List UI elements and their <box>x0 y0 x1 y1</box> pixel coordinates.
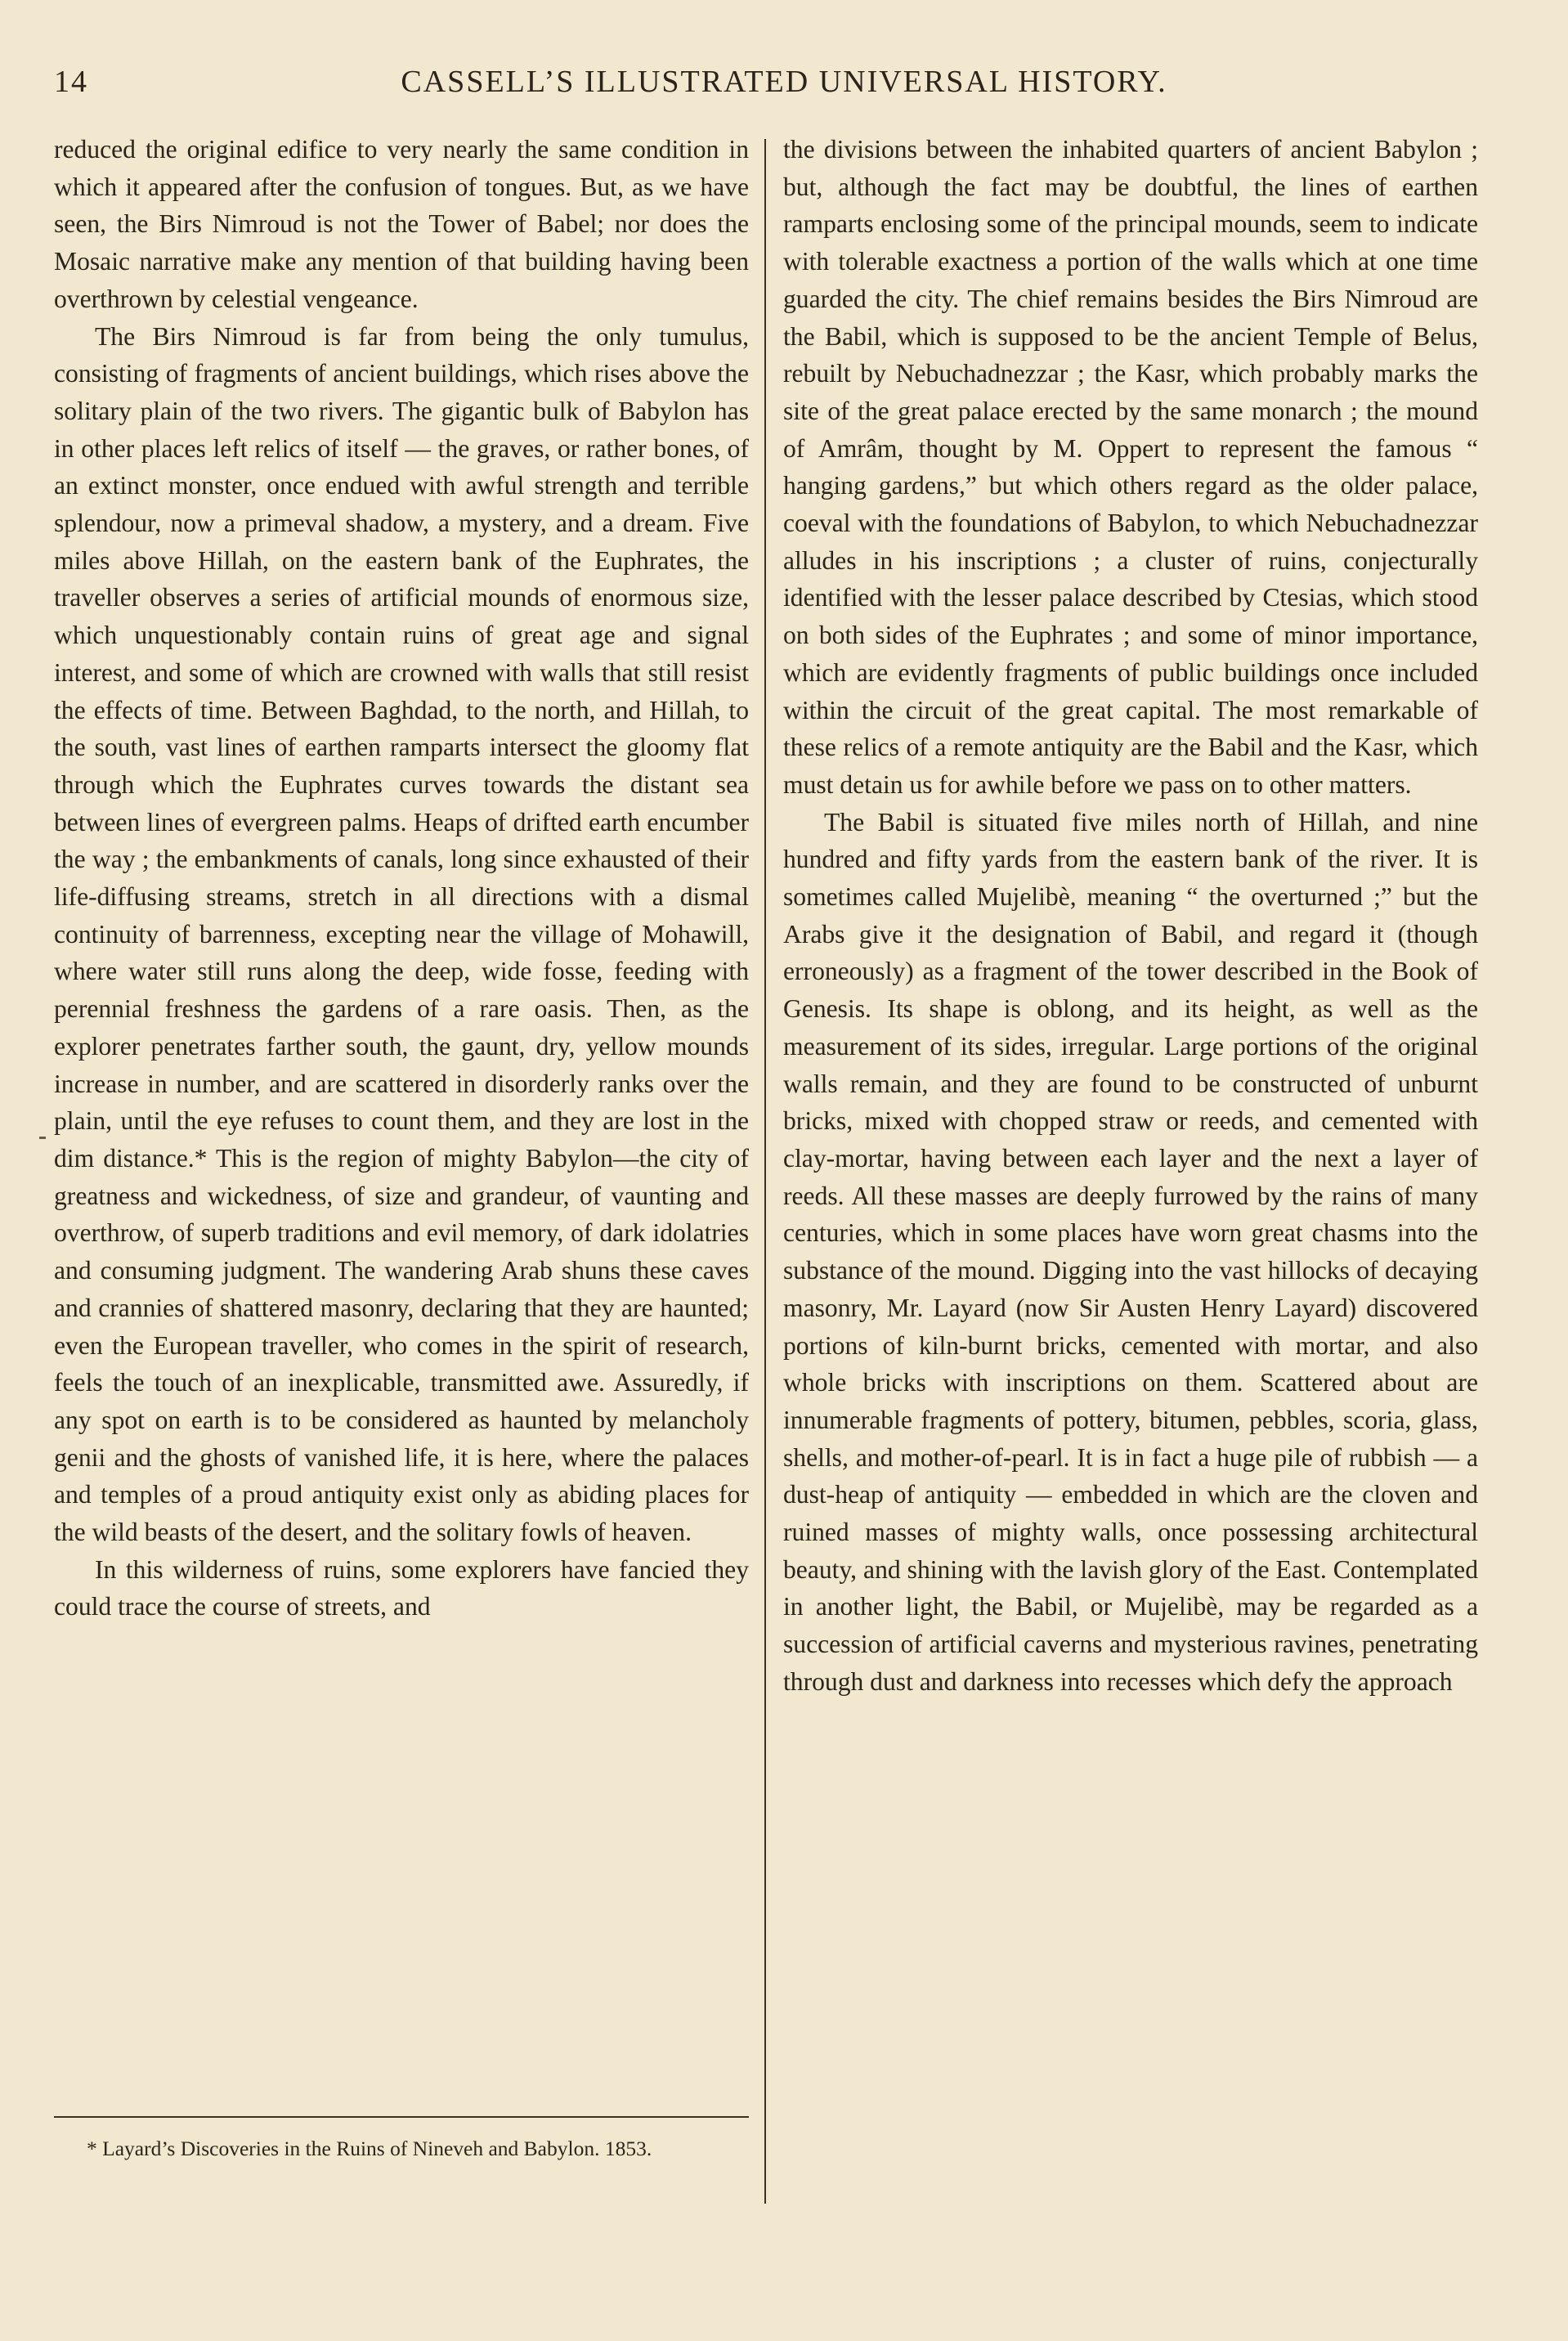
column-divider <box>764 139 766 2204</box>
left-paragraph-2: The Birs Nimroud is far from being the only tumulus, consisting of fragments of ancient buildings, which rises above the solitary plain of the two rivers. The gigantic bulk of Babylon has in other places left relics of itself — the graves, or rather bones, of an extinct monster, once endued with awful strength and terrible splendour, now a primeval shadow, a mystery, and a dream. Five miles above Hillah, on the eastern bank of the Euphrates, the traveller observes a series of artificial mounds of enormous size, which unquestionably contain ruins of great age and signal interest, and some of which are crowned with walls that still resist the effects of time. Between Baghdad, to the north, and Hillah, to the south, vast lines of earthen ramparts intersect the gloomy flat through which the Euphrates curves towards the distant sea between lines of evergreen palms. Heaps of drifted earth encumber the way ; the embankments of canals, long since exhausted of their life-diffusing streams, stretch in all directions with a dismal continuity of barrenness, excepting near the village of Mohawill, where water still runs along the deep, wide fosse, feeding with perennial freshness the gardens of a rare oasis. Then, as the explorer penetrates farther south, the gaunt, dry, yellow mounds increase in number, and are scattered in disorderly ranks over the plain, until the eye refuses to count them, and they are lost in the dim distance.* This is the region of mighty Babylon—the city of greatness and wickedness, of size and grandeur, of vaunting and overthrow, of superb traditions and evil memory, of dark idolatries and consuming judgment. The wandering Arab shuns these caves and crannies of shattered masonry, declaring that they are haunted; even the European traveller, who comes in the spirit of research, feels the touch of an inexplicable, transmitted awe. Assuredly, if any spot on earth is to be considered as haunted by melancholy genii and the ghosts of vanished life, it is here, where the palaces and temples of a proud antiquity exist only as abiding places for the wild beasts of the desert, and the solitary fowls of heaven. <box>54 321 749 1547</box>
page-number: 14 <box>54 65 88 99</box>
left-column <box>54 131 749 1626</box>
footnote-rule <box>54 2116 749 2118</box>
right-paragraph-1: the divisions between the inhabited quarters of ancient Babylon ; but, although the fact may be doubtful, the lines of earthen ramparts enclosing some of the principal mounds, seem to indicate with tolerable exactness a portion of the walls which at one time guarded the city. The chief remains besides the Birs Nimroud are the Babil, which is supposed to be the ancient Temple of Belus, rebuilt by Nebuchadnezzar ; the Kasr, which probably marks the site of the great palace erected by the same monarch ; the mound of Amrâm, thought by M. Oppert to represent the famous “ hanging gardens,” but which others regard as the older palace, coeval with the foundations of Babylon, to which Nebuchadnezzar alludes in his inscriptions ; a cluster of ruins, conjecturally identified with the lesser palace described by Ctesias, which stood on both sides of the Euphrates ; and some of minor importance, which are evidently fragments of public buildings once included within the circuit of the great capital. The most remarkable of these relics of a remote antiquity are the Babil and the Kasr, which must detain us for awhile before we pass on to other matters. <box>783 135 1478 799</box>
margin-mark <box>39 1137 46 1139</box>
right-column <box>783 131 1478 1701</box>
running-head <box>54 64 1514 105</box>
left-paragraph-3: In this wilderness of ruins, some explorers have fancied they could trace the course of streets, and <box>54 1554 749 1621</box>
left-paragraph-1: reduced the original edifice to very nearly the same condition in which it appeared after the confusion of tongues. But, as we have seen, the Birs Nimroud is not the Tower of Babel; nor does the Mosaic narrative make any mention of that building having been overthrown by celestial vengeance. <box>54 135 749 313</box>
footnote: * Layard’s Discoveries in the Ruins of Nineveh and Babylon. 1853. <box>87 2137 652 2160</box>
right-paragraph-2: The Babil is situated five miles north of Hillah, and nine hundred and fifty yards from the eastern bank of the river. It is sometimes called Mujelibè, meaning “ the overturned ;” but the Arabs give it the designation of Babil, and regard it (though erroneously) as a fragment of the tower described in the Book of Genesis. Its shape is oblong, and its height, as well as the measurement of its sides, irregular. Large portions of the original walls remain, and they are found to be constructed of unburnt bricks, mixed with chopped straw or reeds, and cemented with clay-mortar, having between each layer and the next a layer of reeds. All these masses are deeply furrowed by the rains of many centuries, which in some places have worn great chasms into the substance of the mound. Digging into the vast hillocks of decaying masonry, Mr. Layard (now Sir Austen Henry Layard) discovered portions of kiln-burnt bricks, cemented with mortar, and also whole bricks with inscriptions on them. Scattered about are innumerable fragments of pottery, bitumen, pebbles, scoria, glass, shells, and mother-of-pearl. It is in fact a huge pile of rubbish — a dust-heap of antiquity — embedded in which are the cloven and ruined masses of mighty walls, once possessing architectural beauty, and shining with the lavish glory of the East. Contemplated in another light, the Babil, or Mujelibè, may be regarded as a succession of artificial caverns and mysterious ravines, penetrating through dust and darkness into recesses which defy the approach <box>783 807 1478 1696</box>
book-title: CASSELL’S ILLUSTRATED UNIVERSAL HISTORY. <box>401 65 1167 99</box>
